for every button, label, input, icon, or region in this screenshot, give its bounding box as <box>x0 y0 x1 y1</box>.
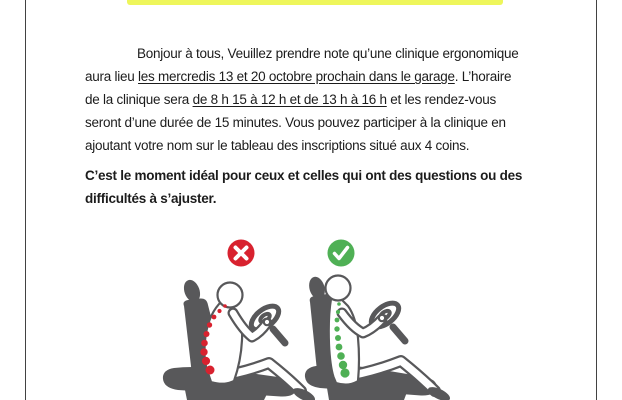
incorrect-posture-group <box>163 240 317 400</box>
hand-right <box>379 315 385 321</box>
paragraph1-line2: aura lieu les mercredis 13 et 20 octobre prochain dans le garage. L’horaire <box>85 69 512 84</box>
paragraph1-line4: seront d’une durée de 15 minutes. Vous pouvez participer à la clinique en <box>85 115 506 130</box>
check-circle-icon <box>328 240 355 267</box>
x-circle-icon <box>228 240 255 267</box>
highlighted-title-remnant <box>127 0 503 5</box>
underlined-hours: de 8 h 15 à 12 h et de 13 h à 16 h <box>192 92 387 107</box>
head-right <box>326 276 351 301</box>
underlined-dates: les mercredis 13 et 20 octobre prochain dans le garage <box>138 69 455 84</box>
ergonomic-posture-illustration <box>151 230 491 400</box>
correct-posture-group <box>305 240 452 400</box>
document-page <box>25 0 597 400</box>
steering-column <box>393 327 405 341</box>
driver-figure-wrong <box>204 283 301 392</box>
memo-body <box>85 42 563 210</box>
head-wrong <box>218 283 243 308</box>
paragraph2-line1: C’est le moment idéal pour ceux et celles qui ont des questions ou des <box>85 168 523 183</box>
paragraph1-line3: de la clinique sera de 8 h 15 à 12 h et de 13 h à 16 h et les rendez-vous <box>85 92 497 107</box>
steering-column <box>273 329 285 343</box>
hand-wrong <box>264 319 270 325</box>
paragraph2-line2: difficultés à s’ajuster. <box>85 191 217 206</box>
paragraph1-line1: Bonjour à tous, Veuillez prendre note qu’une clinique ergonomique <box>137 46 519 61</box>
paragraph1-line5: ajoutant votre nom sur le tableau des inscriptions situé aux 4 coins. <box>85 138 470 153</box>
